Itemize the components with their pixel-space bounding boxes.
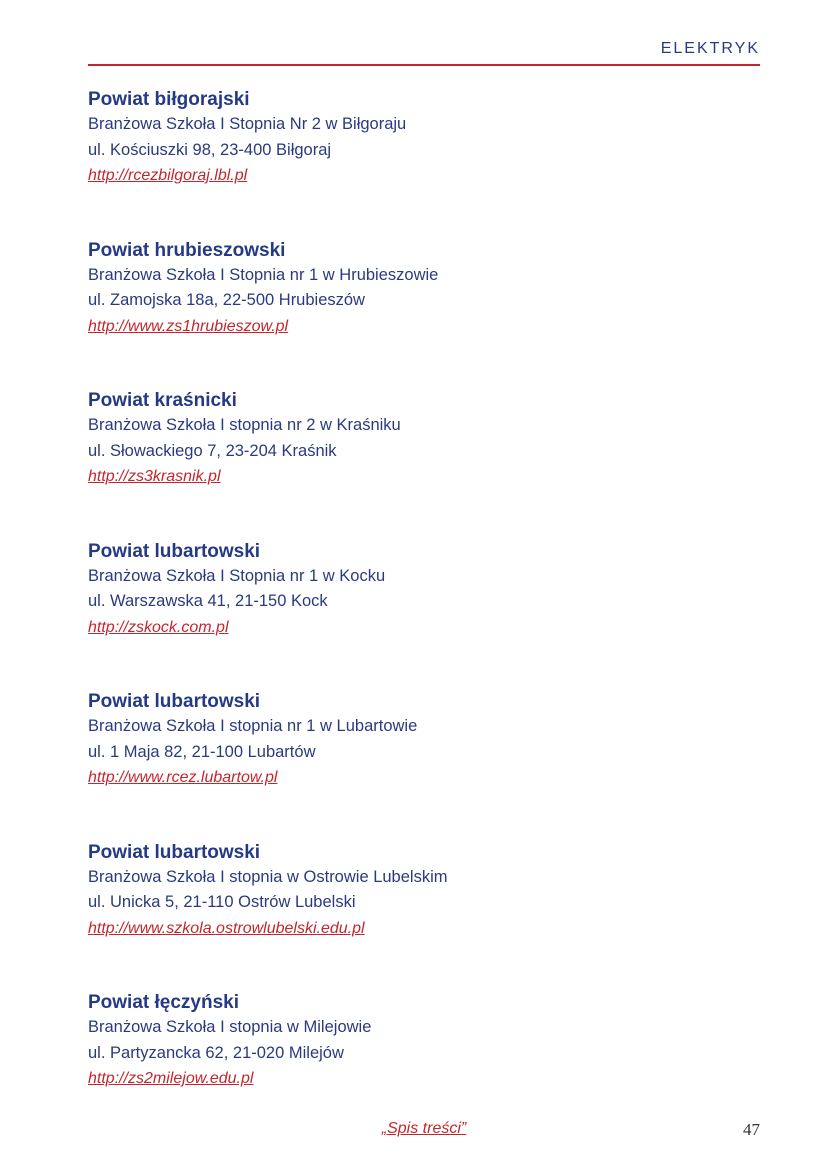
school-website-link[interactable]: http://zskock.com.pl bbox=[88, 618, 229, 636]
county-heading: Powiat kraśnicki bbox=[88, 390, 237, 411]
school-entry bbox=[88, 539, 760, 690]
county-heading: Powiat lubartowski bbox=[88, 691, 261, 712]
county-heading: Powiat lubartowski bbox=[88, 540, 261, 562]
school-list bbox=[88, 87, 760, 1141]
school-address: ul. Zamojska 18a, 22-500 Hrubieszów bbox=[88, 291, 365, 309]
school-name: Branżowa Szkoła I stopnia nr 1 w Lubartowie bbox=[88, 717, 418, 735]
school-entry bbox=[88, 990, 760, 1141]
county-heading: Powiat lubartowski bbox=[88, 841, 261, 863]
school-name: Branżowa Szkoła I stopnia w Ostrowie Lubelskim bbox=[88, 867, 448, 886]
school-name: Branżowa Szkoła I Stopnia nr 1 w Hrubieszowie bbox=[88, 265, 439, 284]
table-of-contents-link[interactable]: „Spis treści” bbox=[381, 1120, 467, 1137]
school-website-link[interactable]: http://www.rcez.lubartow.pl bbox=[88, 769, 278, 786]
school-name: Branżowa Szkoła I Stopnia Nr 2 w Biłgoraju bbox=[88, 115, 407, 133]
school-entry bbox=[88, 689, 760, 840]
school-address: ul. 1 Maja 82, 21-100 Lubartów bbox=[88, 742, 316, 761]
school-address: ul. Unicka 5, 21-110 Ostrów Lubelski bbox=[88, 893, 356, 911]
school-entry bbox=[88, 238, 760, 389]
school-name: Branżowa Szkoła I Stopnia nr 1 w Kocku bbox=[88, 566, 386, 585]
school-website-link[interactable]: http://www.zs1hrubieszow.pl bbox=[88, 317, 289, 335]
county-heading: Powiat hrubieszowski bbox=[88, 239, 286, 261]
header-divider bbox=[88, 64, 760, 66]
school-address: ul. Kościuszki 98, 23-400 Biłgoraj bbox=[88, 140, 332, 159]
school-website-link[interactable]: http://zs3krasnik.pl bbox=[88, 468, 221, 485]
county-heading: Powiat biłgorajski bbox=[88, 89, 250, 110]
county-heading: Powiat łęczyński bbox=[88, 992, 240, 1013]
school-entry bbox=[88, 87, 760, 238]
page-number: 47 bbox=[743, 1120, 760, 1139]
school-address: ul. Partyzancka 62, 21-020 Milejów bbox=[88, 1043, 344, 1062]
page-header-title: ELEKTRYK bbox=[660, 40, 760, 57]
school-address: ul. Warszawska 41, 21-150 Kock bbox=[88, 592, 328, 610]
school-address: ul. Słowackiego 7, 23-204 Kraśnik bbox=[88, 441, 337, 460]
school-entry bbox=[88, 388, 760, 539]
school-name: Branżowa Szkoła I stopnia w Milejowie bbox=[88, 1018, 372, 1036]
school-entry bbox=[88, 840, 760, 991]
school-name: Branżowa Szkoła I stopnia nr 2 w Kraśniku bbox=[88, 416, 401, 434]
school-website-link[interactable]: http://www.szkola.ostrowlubelski.edu.pl bbox=[88, 919, 365, 937]
school-website-link[interactable]: http://zs2milejow.edu.pl bbox=[88, 1070, 254, 1087]
school-website-link[interactable]: http://rcezbilgoraj.lbl.pl bbox=[88, 167, 248, 184]
